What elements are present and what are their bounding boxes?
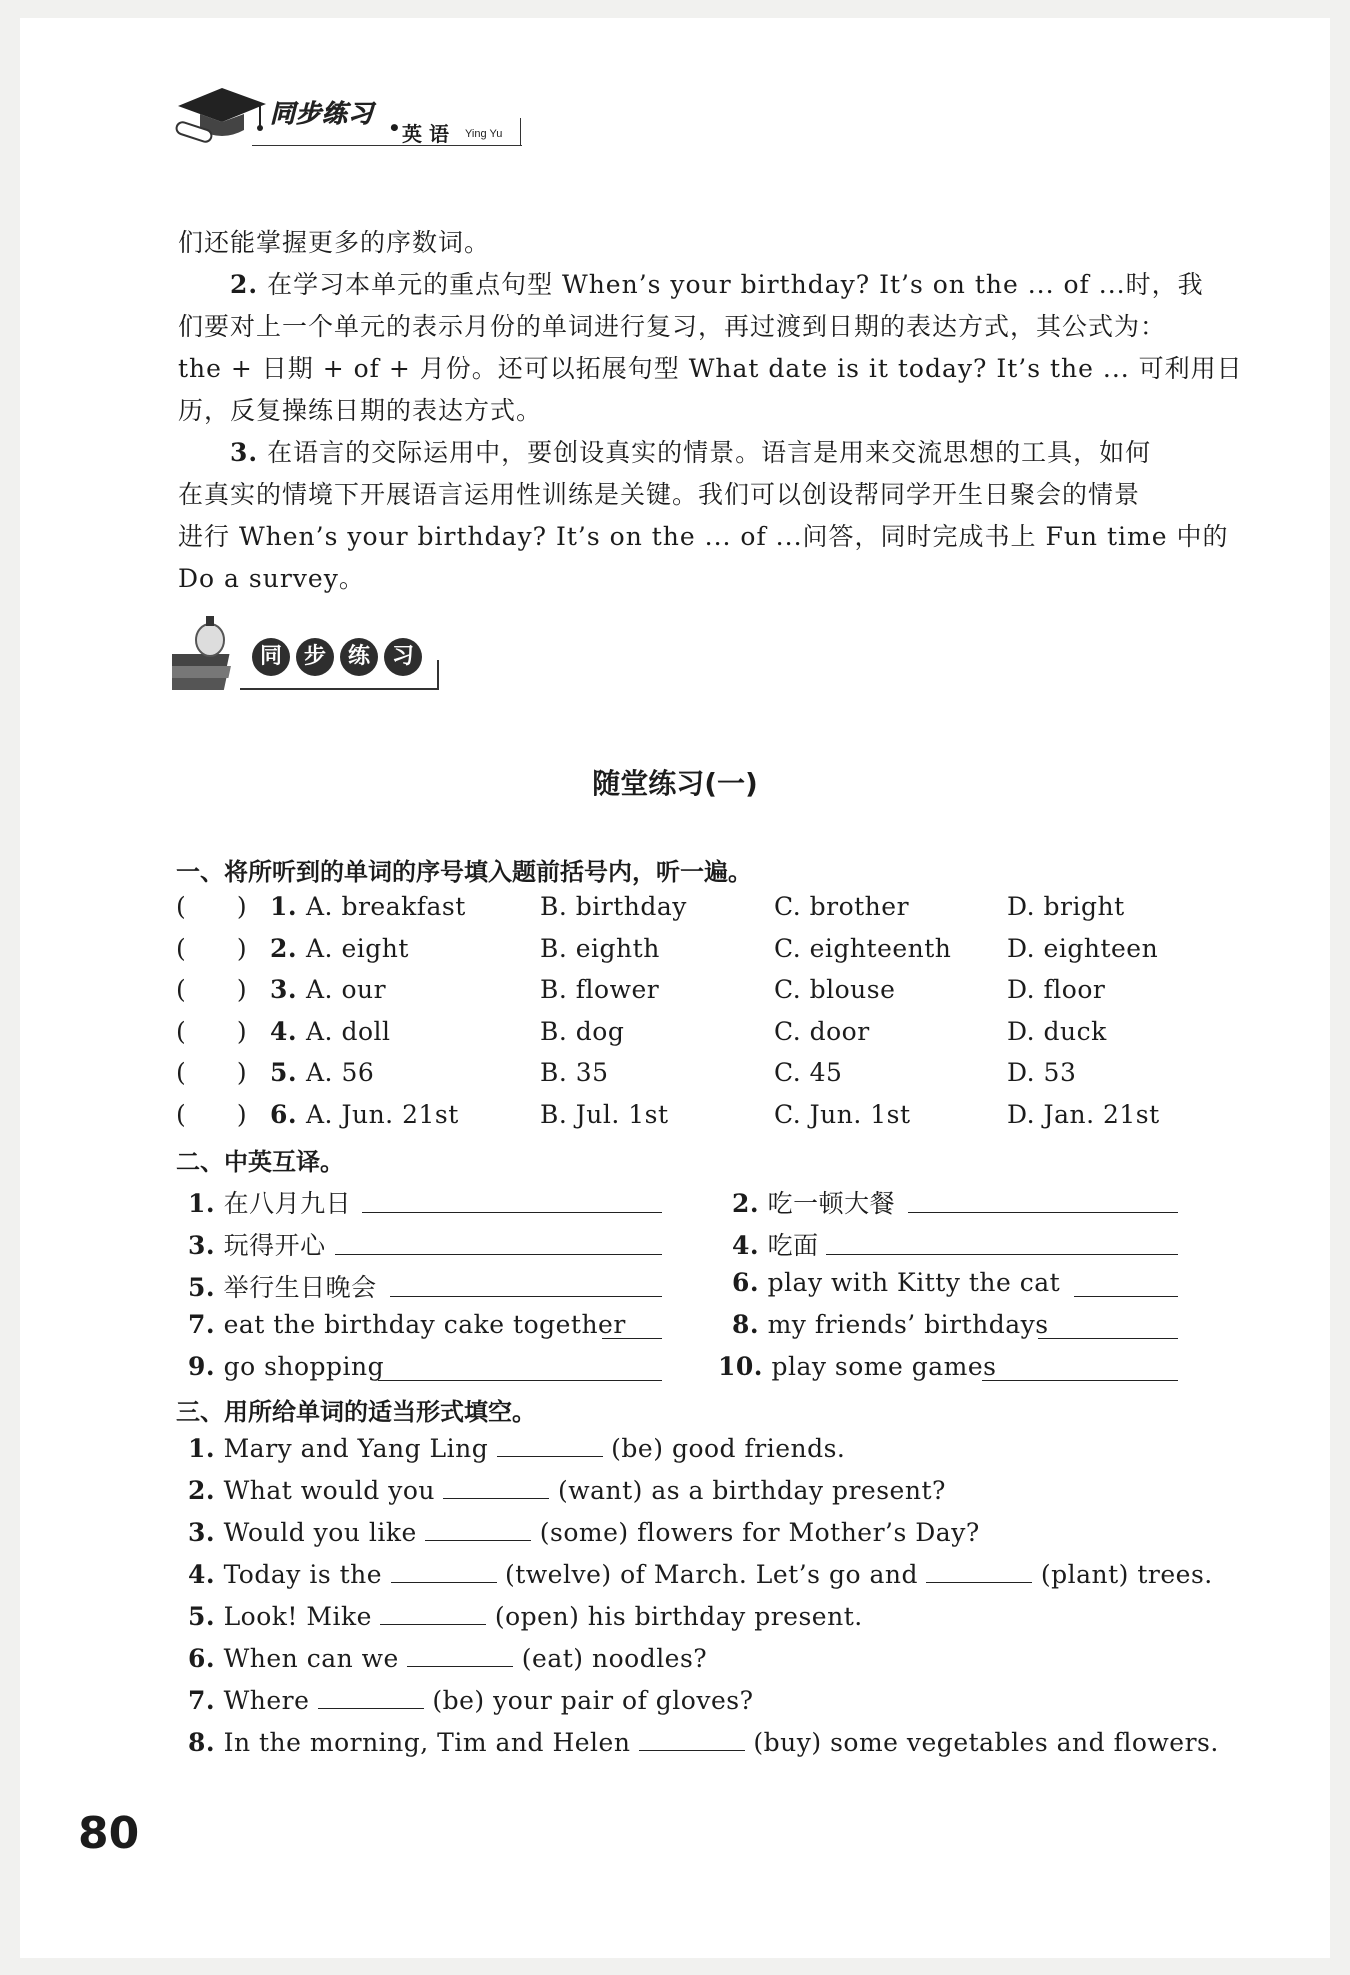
fill-item [188,1434,845,1463]
paragraph-number: 3. [230,438,259,467]
answer-blank[interactable] [639,1728,745,1751]
word-hint: (open) [494,1602,580,1631]
item-number: 7. [188,1686,216,1715]
section-heading: 三、用所给单词的适当形式填空。 [176,1398,536,1426]
option-b: B. eighth [540,934,660,963]
item-text: 玩得开心 [223,1231,326,1260]
item-text: trees. [1137,1560,1213,1589]
item-number: 5. [188,1602,216,1631]
item-number: 1. [188,1434,216,1463]
item-text: noodles? [591,1644,708,1673]
answer-paren[interactable]: ( ) [176,1100,248,1129]
item-text: 吃面 [767,1231,819,1260]
answer-paren[interactable]: ( ) [176,934,248,963]
header-rule [252,145,522,146]
option-d: D. eighteen [1007,934,1159,963]
item-number: 6. [188,1644,216,1673]
answer-blank[interactable] [318,1686,424,1709]
item-number: 7. [188,1310,216,1339]
graduation-cap-icon [172,82,272,154]
answer-blank[interactable] [1074,1274,1178,1297]
intro-p2-line3: the + 日期 + of + 月份。还可以拓展句型 What date is it today? It’s the ... 可利用日 [178,354,1243,383]
answer-blank[interactable] [908,1190,1178,1213]
item-text: When can we [223,1644,399,1673]
intro-p3-line4: Do a survey。 [178,564,365,593]
option-d: D. floor [1007,975,1106,1004]
option-b: B. 35 [540,1058,609,1087]
intro-p2-line1 [230,264,1204,306]
item-number: 3. [188,1518,216,1547]
item-text: go shopping [223,1352,385,1381]
fill-item [188,1518,980,1547]
item-number: 8. [732,1310,760,1339]
translation-item [188,1352,384,1381]
option-d: D. Jan. 21st [1007,1100,1160,1129]
fill-item [188,1560,1213,1589]
word-hint: (be) [611,1434,664,1463]
item-text: eat the birthday cake together [223,1310,626,1339]
answer-paren[interactable]: ( ) [176,892,248,921]
item-text: flowers for Mother’s Day? [637,1518,980,1547]
answer-paren[interactable]: ( ) [176,1058,248,1087]
answer-paren[interactable]: ( ) [176,1017,248,1046]
option-d: D. bright [1007,892,1125,921]
item-number: 4. [270,1017,298,1046]
option-c: C. blouse [774,975,896,1004]
intro-p3-line1 [230,432,1151,474]
item-number: 6. [270,1100,298,1129]
option-c: C. 45 [774,1058,843,1087]
paragraph-number: 2. [230,270,259,299]
option-c: C. brother [774,892,910,921]
option-b: B. Jul. 1st [540,1100,669,1129]
item-text: his birthday present. [587,1602,863,1631]
item-text: good friends. [671,1434,846,1463]
item-text: Look! Mike [223,1602,372,1631]
item-text: In the morning, Tim and Helen [223,1728,631,1757]
banner-rule [240,688,438,690]
subject-pinyin: Ying Yu [465,128,503,140]
item-number: 1. [188,1189,216,1218]
page-number: 80 [78,1808,140,1859]
intro-line: 们还能掌握更多的序数词。 [178,228,491,257]
answer-blank[interactable] [390,1274,662,1297]
translation-item [718,1352,997,1381]
section-heading: 二、中英互译。 [176,1148,344,1176]
answer-blank[interactable] [1038,1316,1178,1339]
item-text: Where [223,1686,310,1715]
translation-item [188,1310,626,1339]
fill-item [188,1476,946,1505]
header-rule-end [520,118,521,146]
item-text: Mary and Yang Ling [223,1434,489,1463]
answer-blank[interactable] [378,1358,662,1381]
option-c: C. door [774,1017,870,1046]
banner-char: 练 [340,638,378,676]
item-text: play with Kitty the cat [767,1268,1061,1297]
item-number: 5. [270,1058,298,1087]
item-number: 2. [270,934,298,963]
answer-blank[interactable] [826,1232,1178,1255]
option-a: A. doll [306,1017,391,1046]
item-number: 10. [718,1352,763,1381]
translation-item [188,1226,326,1262]
item-text: 吃一顿大餐 [767,1189,896,1218]
item-text: 举行生日晚会 [223,1273,377,1302]
item-text: as a birthday present? [651,1476,946,1505]
word-hint: (want) [557,1476,643,1505]
books-lamp-icon [172,614,252,698]
section-heading: 一、将所听到的单词的序号填入题前括号内，听一遍。 [176,858,752,886]
intro-p3-line2: 在真实的情境下开展语言运用性训练是关键。我们可以创设帮同学开生日聚会的情景 [178,480,1141,509]
item-number: 9. [188,1352,216,1381]
translation-item [732,1310,1049,1339]
answer-blank[interactable] [380,1602,486,1625]
item-number: 4. [188,1560,216,1589]
answer-blank[interactable] [391,1560,497,1583]
answer-blank[interactable] [602,1316,662,1339]
series-title: 同步练习 [270,99,375,128]
item-text: Would you like [223,1518,417,1547]
item-text: Today is the [223,1560,383,1589]
item-number: 6. [732,1268,760,1297]
item-text: play some games [771,1352,997,1381]
item-number: 2. [732,1189,760,1218]
option-a: A. eight [306,934,409,963]
option-b: B. birthday [540,892,687,921]
banner-char: 步 [296,638,334,676]
fill-item [188,1644,707,1673]
item-number: 2. [188,1476,216,1505]
item-text: 在八月九日 [223,1189,352,1218]
item-text: of March. Let’s go and [620,1560,918,1589]
translation-item [188,1184,351,1220]
answer-paren[interactable]: ( ) [176,975,248,1004]
option-d: D. duck [1007,1017,1107,1046]
item-number: 1. [270,892,298,921]
option-a: A. our [306,975,387,1004]
item-text: some vegetables and flowers. [830,1728,1219,1757]
word-hint: (eat) [521,1644,584,1673]
answer-blank[interactable] [497,1434,603,1457]
word-hint: (buy) [753,1728,822,1757]
answer-blank[interactable] [362,1190,662,1213]
translation-item [188,1268,377,1304]
option-b: B. flower [540,975,660,1004]
bullet-dot: • [388,116,401,140]
answer-blank[interactable] [407,1644,513,1667]
fill-item [188,1728,1219,1757]
option-b: B. dog [540,1017,625,1046]
intro-p3-line3: 进行 When’s your birthday? It’s on the ... of ...问答，同时完成书上 Fun time 中的 [178,522,1229,551]
answer-blank[interactable] [335,1232,662,1255]
option-a: A. breakfast [306,892,466,921]
item-number: 3. [188,1231,216,1260]
word-hint: (be) [432,1686,485,1715]
translation-item [732,1184,895,1220]
item-text: your pair of gloves? [493,1686,754,1715]
word-hint: (twelve) [504,1560,612,1589]
item-number: 4. [732,1231,760,1260]
item-number: 8. [188,1728,216,1757]
option-c: C. eighteenth [774,934,952,963]
answer-blank[interactable] [926,1560,1032,1583]
lesson-title: 随堂练习(一) [592,767,758,800]
banner-rule-end [437,660,439,690]
option-a: A. 56 [306,1058,375,1087]
item-number: 5. [188,1273,216,1302]
item-text: What would you [223,1476,436,1505]
intro-p2-line2: 们要对上一个单元的表示月份的单词进行复习，再过渡到日期的表达方式，其公式为： [178,312,1167,341]
word-hint: (some) [539,1518,629,1547]
translation-item [732,1226,819,1262]
item-number: 3. [270,975,298,1004]
paragraph-text: 在学习本单元的重点句型 When’s your birthday? It’s on the ... of ...时，我 [267,270,1204,299]
fill-item [188,1602,863,1631]
subject-label: 英 语 [402,122,449,146]
banner-char: 习 [384,638,422,676]
answer-blank[interactable] [425,1518,531,1541]
fill-item [188,1686,754,1715]
option-c: C. Jun. 1st [774,1100,911,1129]
item-text: my friends’ birthdays [767,1310,1049,1339]
banner-char: 同 [252,638,290,676]
word-hint: (plant) [1040,1560,1129,1589]
option-d: D. 53 [1007,1058,1077,1087]
answer-blank[interactable] [443,1476,549,1499]
answer-blank[interactable] [982,1358,1178,1381]
option-a: A. Jun. 21st [306,1100,459,1129]
intro-p2-line4: 历，反复操练日期的表达方式。 [178,396,543,425]
paragraph-text: 在语言的交际运用中，要创设真实的情景。语言是用来交流思想的工具，如何 [267,438,1152,467]
translation-item [732,1268,1060,1297]
